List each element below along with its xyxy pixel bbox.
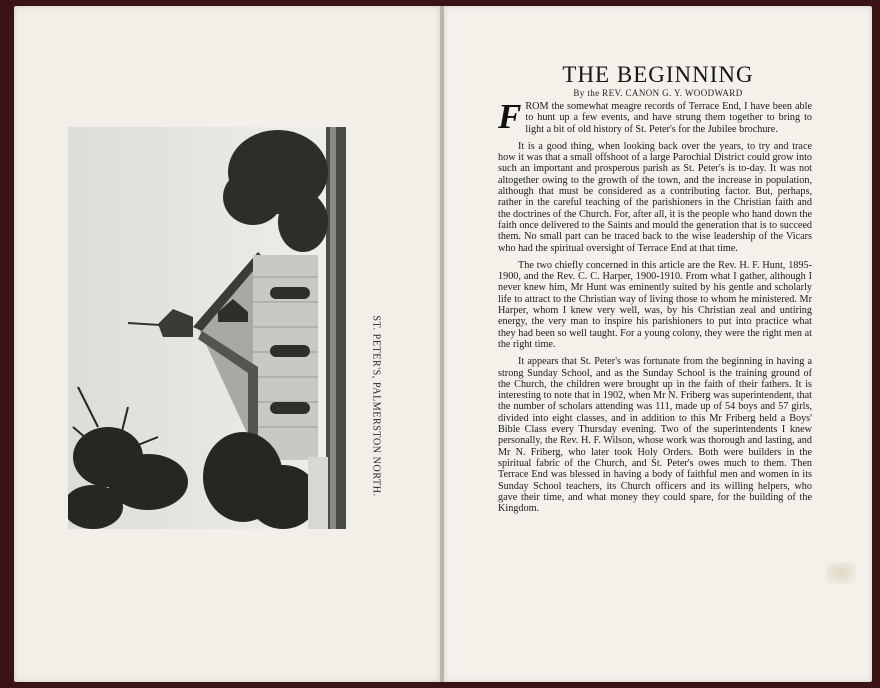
paragraph-3: The two chiefly concerned in this article are the Rev. H. F. Hunt, 1895-1900, and the Rev. C. C. Harper, 1900-1910. From what I gather, although I never knew him, Mr Hunt was eminently suited by his gentle and scholarly life to attract to the Christian way of living those to whom he ministered. Mr Harper, whom I knew very well, was, by his Christian zeal and untiring energy, the very man to inspire his parishioners to put into practice what they had been so well taught. For a young colony, they were the right men at the right time. [498, 259, 812, 350]
paper-stain [826, 562, 856, 584]
paragraph-4: It appears that St. Peter's was fortunate from the beginning in having a strong Sunday School, and as the Sunday School is the training ground of the Church, the children were brought up in the faith of their fathers. It is interesting to note that in 1902, when Mr N. Friberg was superintendent, that the number of scholars attending was 111, made up of 54 boys and 57 girls, divided into eight classes, and in addition to this Mr Friberg held a Boys' Bible Class every Thursday evening. Two of the superintendents I knew personally, the Rev. H. F. Wilson, whose work was thorough and lasting, and Mr N. Friberg, who later took Holy Orders. Both were builders in the spiritual fabric of the Church, and St. Peter's owes much to them. Then Terrace End was blessed in having a body of faithful men and women in its Sunday School teachers, its Church officers and its willing helpers, who gave their time, and what money they could spare, for the building of the Kingdom. [498, 356, 812, 515]
article-body [498, 97, 812, 520]
paragraph-2: It is a good thing, when looking back over the years, to try and trace how it was that a small offshoot of a large Parochial District could grow into such an important and prosperous parish as St. Peter's is to-day. It was not altogether owing to the growth of the town, and the increase in population, although that must be considered as a contributing factor. But, perhaps, rather in the careful teaching of the parishioners in the Christian faith and the doctrines of the Church. For, after all, it is the people who hand down the faith once delivered to the Saints and mould the generation that is to succeed them. No small part can be traced back to the wise leadership of the Vicars who had the spiritual oversight of Terrace End at that time. [498, 140, 812, 254]
photo-caption: ST. PETER'S, PALMERSTON NORTH. [370, 315, 382, 497]
church-photograph [68, 127, 346, 529]
paragraph-1: FROM the somewhat meagre records of Terrace End, I have been able to hunt up a few events, and have strung them together to bring to light a bit of old history of St. Peter's for the Jubilee brochure. [498, 97, 812, 136]
drop-cap: F [498, 97, 522, 136]
article-title: THE BEGINNING [562, 62, 754, 87]
article-byline: By the REV. CANON G. Y. WOODWARD [573, 88, 743, 98]
